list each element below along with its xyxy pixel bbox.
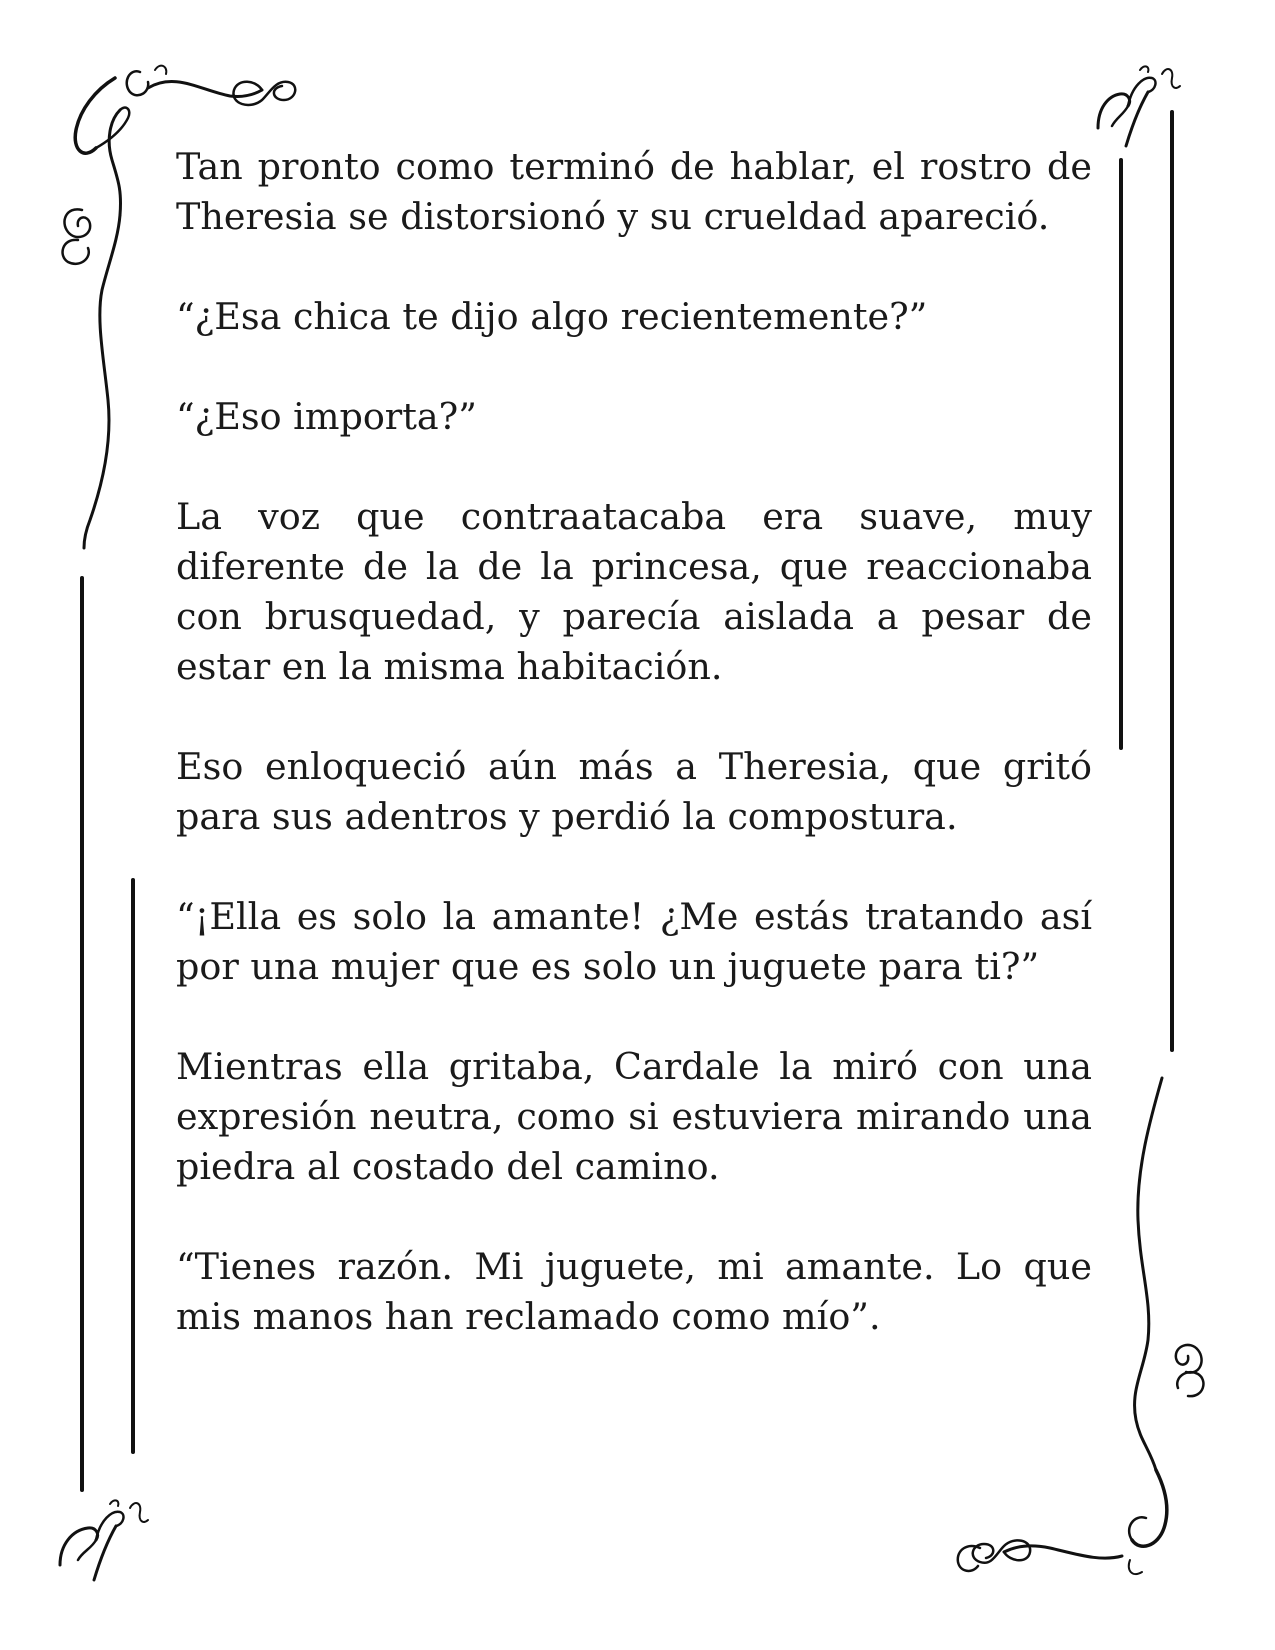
- dialogue-line: “¿Eso importa?”: [176, 395, 477, 438]
- paragraph: La voz que contraatacaba era suave, muy diferente de la de la princesa, que reaccionaba con brusquedad, y parecía aislada a pesar de estar en la misma habitación.: [176, 495, 1092, 688]
- bottom-left-flourish-icon: [60, 1500, 148, 1580]
- paragraph: Eso enloqueció aún más a Theresia, que gritó para sus adentros y perdió la compostura.: [176, 745, 1092, 838]
- top-right-flourish-icon: [1098, 66, 1180, 146]
- dialogue-line: “Tienes razón. Mi juguete, mi amante. Lo que mis manos han reclamado como mío”.: [176, 1245, 1092, 1338]
- dialogue-line: “¿Esa chica te dijo algo recientemente?”: [176, 295, 928, 338]
- page-body: [176, 142, 1092, 1392]
- dialogue-line: “¡Ella es solo la amante! ¿Me estás tratando así por una mujer que es solo un juguete para ti?”: [176, 895, 1092, 988]
- paragraph: Tan pronto como terminó de hablar, el rostro de Theresia se distorsionó y su crueldad apareció.: [176, 145, 1092, 238]
- paragraph: Mientras ella gritaba, Cardale la miró con una expresión neutra, como si estuviera mirando una piedra al costado del camino.: [176, 1045, 1092, 1188]
